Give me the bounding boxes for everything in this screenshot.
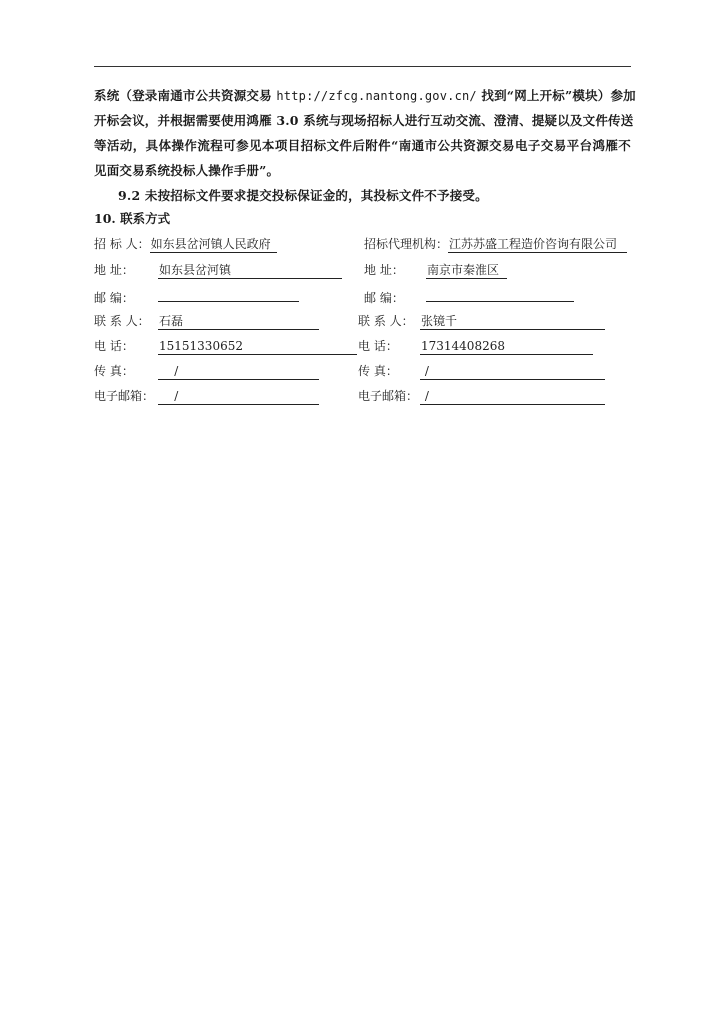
right-fax-label: 传 真： — [358, 364, 398, 378]
left-contact-label: 联 系 人： — [94, 314, 150, 328]
right-postcode-row — [364, 285, 574, 305]
tenderer-value: 如东县岔河镇人民政府 — [150, 236, 277, 253]
left-email-label: 电子邮箱： — [94, 389, 155, 403]
right-contact-label: 联 系 人： — [358, 314, 414, 328]
tenderer-row — [94, 234, 277, 254]
right-fax-value: / — [420, 363, 605, 380]
left-address-label: 地 址： — [94, 263, 134, 277]
right-postcode-label: 邮 编： — [364, 291, 404, 305]
agency-label: 招标代理机构： — [364, 237, 449, 251]
left-postcode-value — [158, 285, 299, 302]
left-fax-row — [94, 361, 319, 381]
right-phone-row — [358, 336, 593, 356]
right-email-row — [358, 386, 605, 406]
body-line-1 — [94, 83, 636, 109]
right-address-label: 地 址： — [364, 263, 404, 277]
left-fax-label: 传 真： — [94, 364, 134, 378]
body-line-4: 见面交易系统投标人操作手册”。 — [94, 163, 280, 178]
left-contact-row — [94, 311, 319, 331]
right-phone-value: 17314408268 — [420, 338, 593, 355]
right-email-label: 电子邮箱： — [358, 389, 419, 403]
left-postcode-label: 邮 编： — [94, 291, 134, 305]
left-phone-row — [94, 336, 357, 356]
left-email-value: / — [158, 388, 319, 405]
right-address-row — [364, 260, 507, 280]
left-phone-value: 15151330652 — [158, 338, 357, 355]
right-contact-value: 张镜千 — [420, 313, 605, 330]
left-address-value: 如东县岔河镇 — [158, 262, 342, 279]
right-address-value: 南京市秦淮区 — [426, 262, 507, 279]
agency-row — [364, 234, 627, 254]
header-rule — [94, 66, 631, 67]
tenderer-label: 招 标 人： — [94, 237, 150, 251]
right-email-value: / — [420, 388, 605, 405]
left-fax-value: / — [158, 363, 319, 380]
source-url: http://zfcg.nantong.gov.cn/ — [276, 89, 477, 103]
right-phone-label: 电 话： — [358, 339, 398, 353]
contact-heading: 10. 联系方式 — [94, 211, 171, 226]
left-email-row — [94, 386, 319, 406]
body-line-2: 开标会议，并根据需要使用鸿雁 3.0 系统与现场招标人进行互动交流、澄清、提疑以及文件传送 — [94, 113, 634, 128]
left-contact-value: 石磊 — [158, 313, 319, 330]
left-postcode-row — [94, 285, 299, 305]
right-contact-row — [358, 311, 605, 331]
body-line-1-text-b: 找到“网上开标”模块）参加 — [481, 88, 636, 103]
clause-9-2: 9.2 未按招标文件要求提交投标保证金的，其投标文件不予接受。 — [118, 188, 488, 203]
agency-value: 江苏苏盛工程造价咨询有限公司 — [448, 236, 627, 253]
body-line-1-text-a: 系统（登录南通市公共资源交易 — [94, 88, 272, 103]
left-phone-label: 电 话： — [94, 339, 134, 353]
left-address-row — [94, 260, 342, 280]
right-postcode-value — [426, 285, 574, 302]
right-fax-row — [358, 361, 605, 381]
body-line-3: 等活动，具体操作流程可参见本项目招标文件后附件“南通市公共资源交易电子交易平台鸿雁不 — [94, 138, 631, 153]
